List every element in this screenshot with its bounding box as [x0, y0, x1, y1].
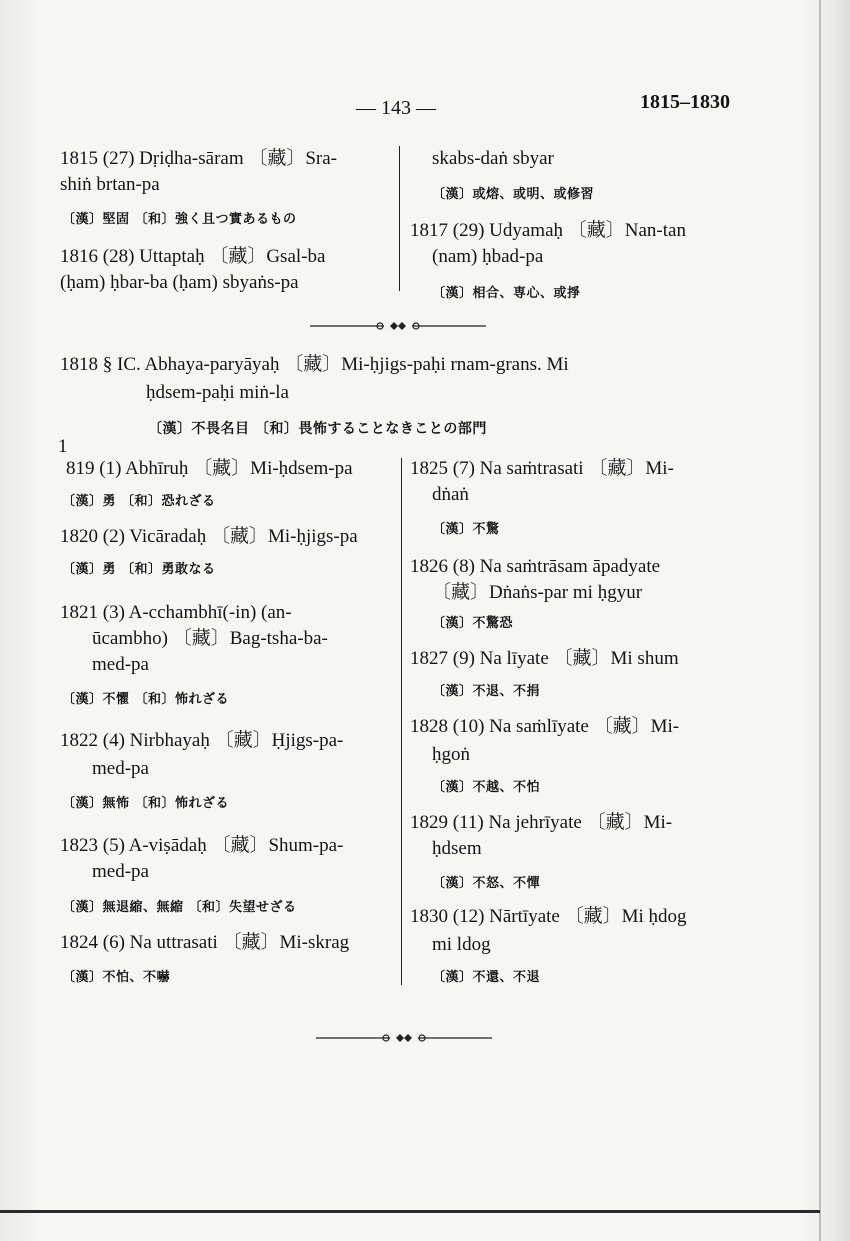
- entry-line: 1817 (29) Udyamaḥ 〔藏〕Nan-tan: [410, 220, 686, 241]
- entry-line: 1824 (6) Na uttrasati 〔藏〕Mi-skrag: [60, 932, 350, 953]
- gloss-line: 〔漢〕不退、不捐: [432, 684, 541, 699]
- entry-line: 〔藏〕Dṅaṅs-par mi ḥgyur: [432, 582, 643, 603]
- scanner-edge-line: [0, 1210, 820, 1213]
- section-heading: 1818 § IC. Abhaya-paryāyaḥ 〔藏〕Mi-ḥjigs-paḥi rnam-grans. Mi: [60, 354, 569, 375]
- stray-digit: 1: [58, 436, 68, 457]
- entry-line: med-pa: [92, 861, 149, 882]
- entry-range: 1815–1830: [640, 91, 730, 113]
- gloss-line: 〔漢〕不怕、不嚇: [62, 970, 171, 985]
- entry-line: dṅaṅ: [432, 484, 469, 505]
- entry-line: (ḥam) ḥbar-ba (ḥam) sbyaṅs-pa: [60, 272, 299, 293]
- entry-line: skabs-daṅ sbyar: [432, 148, 554, 169]
- entry-line: 1822 (4) Nirbhayaḥ 〔藏〕Ḥjigs-pa-: [60, 730, 344, 751]
- gloss-line: 〔漢〕堅固 〔和〕強く且つ實あるもの: [62, 212, 297, 227]
- gloss-line: 〔漢〕不驚: [432, 522, 500, 537]
- column-divider: [401, 458, 402, 985]
- entry-line: shiṅ brtan-pa: [60, 174, 160, 195]
- gloss-line: 〔漢〕或熔、或明、或修習: [432, 187, 595, 202]
- gloss-line: 〔漢〕相合、専心、或掙: [432, 286, 581, 301]
- gloss-line: 〔漢〕不驚恐: [432, 616, 514, 631]
- entry-line: ḥgoṅ: [432, 744, 470, 765]
- entry-line: 1827 (9) Na līyate 〔藏〕Mi shum: [410, 648, 679, 669]
- entry-line: 1820 (2) Vicāradaḥ 〔藏〕Mi-ḥjigs-pa: [60, 526, 358, 547]
- entry-line: mi ldog: [432, 934, 491, 955]
- section-heading-continued: ḥdsem-paḥi miṅ-la: [146, 382, 289, 403]
- gloss-line: 〔漢〕不怒、不憚: [432, 876, 541, 891]
- page-edge-line: [819, 0, 821, 1241]
- page-number: — 143 —: [356, 97, 436, 119]
- column-divider-top: [399, 146, 400, 291]
- entry-line: 1829 (11) Na jehrīyate 〔藏〕Mi-: [410, 812, 673, 833]
- entry-line: 1815 (27) Dṛiḍha-sāram 〔藏〕Sra-: [60, 148, 338, 169]
- entry-line: 1821 (3) A-cchambhī(-in) (an-: [60, 602, 292, 623]
- entry-line: ūcambho) 〔藏〕Bag-tsha-ba-: [92, 628, 328, 649]
- entry-line: 1825 (7) Na saṁtrasati 〔藏〕Mi-: [410, 458, 674, 479]
- ornamental-divider: [310, 319, 486, 333]
- entry-line: 1823 (5) A-viṣādaḥ 〔藏〕Shum-pa-: [60, 835, 344, 856]
- entry-line: 819 (1) Abhīruḥ 〔藏〕Mi-ḥdsem-pa: [66, 458, 353, 479]
- entry-line: 1816 (28) Uttaptaḥ 〔藏〕Gsal-ba: [60, 246, 326, 267]
- section-gloss: 〔漢〕不畏名目 〔和〕畏怖することなきことの部門: [148, 421, 487, 437]
- gloss-line: 〔漢〕勇 〔和〕恐れざる: [62, 494, 216, 509]
- entry-line: med-pa: [92, 654, 149, 675]
- gloss-line: 〔漢〕勇 〔和〕勇敢なる: [62, 562, 216, 577]
- entry-line: med-pa: [92, 758, 149, 779]
- gloss-line: 〔漢〕無退縮、無縮 〔和〕失望せざる: [62, 900, 297, 915]
- entry-line: (nam) ḥbad-pa: [432, 246, 544, 267]
- gloss-line: 〔漢〕無怖 〔和〕怖れざる: [62, 796, 230, 811]
- entry-line: 1828 (10) Na saṁlīyate 〔藏〕Mi-: [410, 716, 680, 737]
- gloss-line: 〔漢〕不還、不退: [432, 970, 541, 985]
- gloss-line: 〔漢〕不越、不怕: [432, 780, 541, 795]
- ornamental-divider: [316, 1031, 492, 1045]
- entry-line: 1826 (8) Na saṁtrāsam āpadyate: [410, 556, 661, 577]
- gloss-line: 〔漢〕不懼 〔和〕怖れざる: [62, 692, 230, 707]
- entry-line: ḥdsem: [432, 838, 482, 859]
- entry-line: 1830 (12) Nārtīyate 〔藏〕Mi ḥdog: [410, 906, 687, 927]
